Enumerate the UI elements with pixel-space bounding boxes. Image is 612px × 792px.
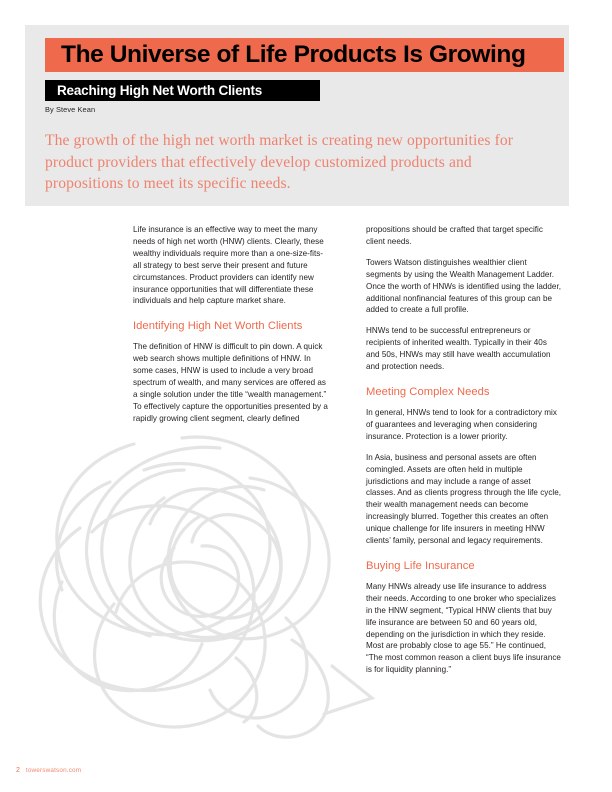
section-heading-identifying-high-net-worth-clients: Identifying High Net Worth Clients xyxy=(133,320,303,333)
paragraph: Many HNWs already use life insurance to address their needs. According to one broker who specializes in the HNW segment, “Typical HNW clients that buy life insurance are between 50 and 60 years old, depending on the jurisdiction in which they reside. Most are probably close to age 55.” He continued, “The most common reason a client buys life insurance is for liquidity planning.” xyxy=(366,581,561,675)
paragraph: In general, HNWs tend to look for a contradictory mix of guarantees and leveraging when considering insurance. Protection is a lower priority. xyxy=(366,407,557,441)
paragraph: Life insurance is an effective way to meet the many needs of high net worth (HNW) clients. Clearly, these wealthy individuals require more than a one-size-fits-all strategy to best serve their present and future circumstances. Product providers can identify new insurance opportunities that will differentiate these individuals and help capture market share. xyxy=(133,225,324,306)
article-byline: By Steve Kean xyxy=(45,105,96,114)
article-title-bar xyxy=(45,38,564,72)
page-footer xyxy=(16,767,81,774)
section-heading-buying-life-insurance: Buying Life Insurance xyxy=(366,559,475,572)
section-heading-meeting-complex-needs: Meeting Complex Needs xyxy=(366,385,490,398)
paragraph: In Asia, business and personal assets are often comingled. Assets are often held in multiple jurisdictions and may include a range of asset classes. And as clients progress through the life cycle, their wealth management needs can become increasingly blurred. Together this creates an often unique challenge for life insurers in meeting HNW clients’ family, personal and legacy requirements. xyxy=(366,452,562,546)
page-number: 2 xyxy=(16,767,20,774)
article-subtitle-bar xyxy=(45,80,320,101)
body-column-left xyxy=(133,224,329,425)
paragraph: propositions should be crafted that target specific client needs. xyxy=(366,225,543,246)
paragraph: Towers Watson distinguishes wealthier client segments by using the Wealth Management Ladder. Once the worth of HNWs is identified using the ladder, additional nonfinancial features of this group can be added to create a full profile. xyxy=(366,257,561,315)
footer-site-url: towerswatson.com xyxy=(25,767,82,774)
body-column-right xyxy=(366,224,562,676)
paragraph: HNWs tend to be successful entrepreneurs or recipients of inherited wealth. Typically in their 40s and 50s, HNWs may still have wealth accumulation and protection needs. xyxy=(366,326,551,372)
tangled-scribble-icon xyxy=(14,408,394,748)
paragraph: The definition of HNW is difficult to pin down. A quick web search shows multiple definitions of HNW. In some cases, HNW is used to include a very broad spectrum of wealth, and many services are offered as a single solution under the title “wealth management.” To effectively capture the opportunities presented by a rapidly growing client segment, clearly defined xyxy=(133,342,328,423)
article-deck: The growth of the high net worth market is creating new opportunities for product providers that effectively develop customized products and propositions to meet its specific needs. xyxy=(45,132,514,192)
page-title: The Universe of Life Products Is Growing xyxy=(61,40,526,68)
article-subtitle: Reaching High Net Worth Clients xyxy=(57,82,263,98)
